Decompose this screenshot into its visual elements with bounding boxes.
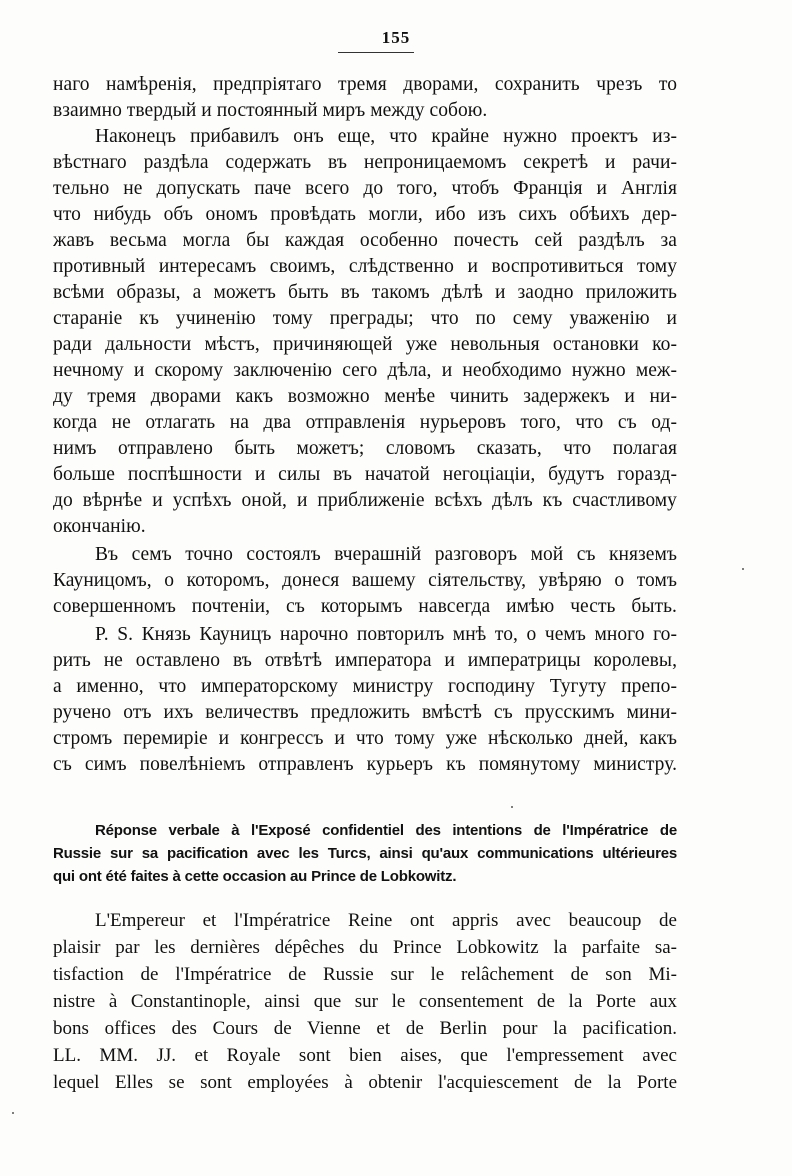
text-line: L'Empereur et l'Impératrice Reine ont appris avec beaucoup de [95, 910, 677, 931]
text-line: ради дальности мѣстъ, причиняющей уже невольныя остановки ко- [53, 334, 677, 355]
text-line: больше поспѣшности и силы въ начатой негоціаціи, будутъ горазд- [53, 464, 677, 485]
text-line: жавъ весьма могла бы каждая особенно почесть сей раздѣлъ за [53, 230, 677, 251]
text-line: окончанію. [53, 516, 146, 537]
section-heading-line: Réponse verbale à l'Exposé confidentiel des intentions de l'Impératrice de [95, 822, 677, 839]
text-line: съ симъ повелѣніемъ отправленъ курьеръ къ помянутому министру. [53, 754, 677, 775]
text-line: стараніе къ учиненію тому преграды; что по сему уваженію и [53, 308, 677, 329]
text-line: ручено отъ ихъ величествъ предложить вмѣстѣ съ прусскимъ мини- [53, 702, 677, 723]
text-line: LL. MM. JJ. et Royale sont bien aises, que l'empressement avec [53, 1045, 677, 1066]
scan-speck [12, 1112, 14, 1114]
text-line: tisfaction de l'Impératrice de Russie sur le relâchement de son Mi- [53, 964, 677, 985]
section-heading-line: Russie sur sa pacification avec les Turcs, ainsi qu'aux communications ultérieures [53, 845, 677, 862]
text-line: nistre à Constantinople, ainsi que sur le consentement de la Porte aux [53, 991, 677, 1012]
page-number-rule [338, 52, 414, 53]
text-line: нимъ отправлено быть можетъ; словомъ сказать, что полагая [53, 438, 677, 459]
text-line: bons offices des Cours de Vienne et de Berlin pour la pacification. [53, 1018, 677, 1039]
text-line: наго намѣренія, предпріятаго тремя дворами, сохранить чрезъ то [53, 74, 677, 95]
text-line: вѣстнаго раздѣла содержать въ непроницаемомъ секретѣ и рачи- [53, 152, 677, 173]
text-line: Наконецъ прибавилъ онъ еще, что крайне нужно проектъ из- [95, 126, 677, 147]
text-line: Кауницомъ, о которомъ, донеся вашему сіятельству, увѣряю о томъ [53, 570, 677, 591]
text-line: всѣми образы, а можетъ быть въ такомъ дѣлѣ и заодно приложить [53, 282, 677, 303]
text-line: P. S. Князь Кауницъ нарочно повторилъ мнѣ то, о чемъ много го- [95, 624, 677, 645]
text-line: тельно не допускать паче всего до того, чтобъ Франція и Англія [53, 178, 677, 199]
text-line: Въ семъ точно состоялъ вчерашній разговоръ мой съ княземъ [95, 544, 677, 565]
text-line: а именно, что императорскому министру господину Тугуту препо- [53, 676, 677, 697]
text-line: противный интересамъ своимъ, слѣдственно и воспротивиться тому [53, 256, 677, 277]
text-line: нечному и скорому заключенію сего дѣла, и необходимо нужно меж- [53, 360, 677, 381]
text-line: взаимно твердый и постоянный миръ между собою. [53, 100, 488, 121]
scan-speck [511, 806, 513, 808]
text-line: что нибудь объ ономъ провѣдать могли, ибо изъ сихъ обѣихъ дер- [53, 204, 677, 225]
text-line: plaisir par les dernières dépêches du Prince Lobkowitz la parfaite sa- [53, 937, 677, 958]
text-line: рить не оставлено въ отвѣтѣ императора и императрицы королевы, [53, 650, 677, 671]
text-line: стромъ перемиріе и конгрессъ и что тому уже нѣсколько дней, какъ [53, 728, 677, 749]
text-line: до вѣрнѣе и успѣхъ оной, и приближеніе всѣхъ дѣлъ къ счастливому [53, 490, 677, 511]
text-line: совершенномъ почтеніи, съ которымъ навсегда имѣю честь быть. [53, 596, 677, 617]
page-number: 155 [381, 28, 411, 47]
section-heading-line: qui ont été faites à cette occasion au Prince de Lobkowitz. [53, 868, 457, 885]
text-line: когда не отлагать на два отправленія нурьеровъ того, что съ од- [53, 412, 677, 433]
text-line: ду тремя дворами какъ возможно менѣе чинить задержекъ и ни- [53, 386, 677, 407]
scan-speck [742, 568, 744, 570]
text-line: lequel Elles se sont employées à obtenir l'acquiescement de la Porte [53, 1072, 677, 1093]
